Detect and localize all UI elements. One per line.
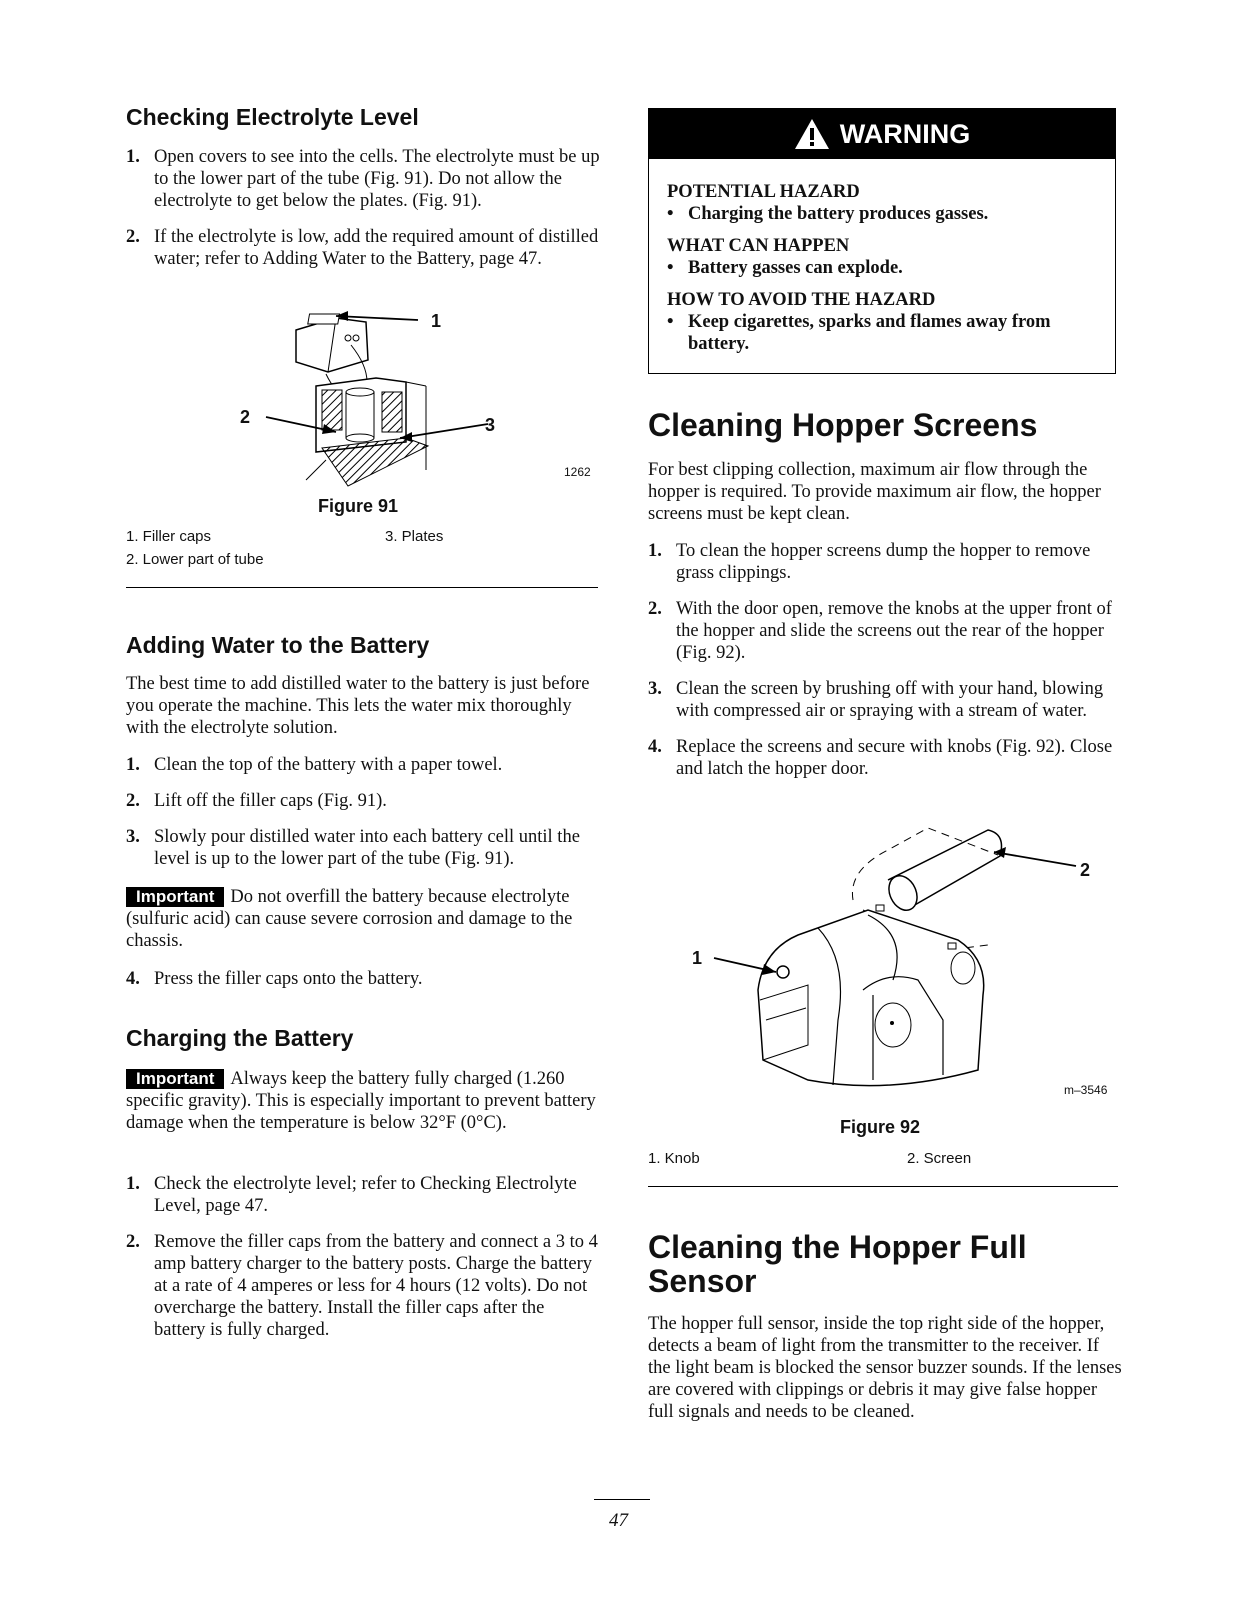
heading-checking-electrolyte: Checking Electrolyte Level bbox=[126, 104, 419, 130]
warning-triangle-icon bbox=[794, 118, 830, 150]
heading-hopper-sensor: Cleaning the Hopper Full Sensor bbox=[648, 1229, 1027, 1299]
divider bbox=[126, 587, 598, 588]
hazard-text: • Charging the battery produces gasses. bbox=[667, 203, 1097, 225]
heading-charging: Charging the Battery bbox=[126, 1025, 354, 1051]
page-number: 47 bbox=[609, 1510, 628, 1531]
list-item: 1. Check the electrolyte level; refer to Checking Electrolyte Level, page 47. bbox=[126, 1174, 577, 1216]
legend-item: 1. Knob bbox=[648, 1150, 700, 1167]
important-note-charge: Important Always keep the battery fully charged (1.260 specific gravity). This is especially important to prevent battery damage when the temperature is below 32°F (0°C). bbox=[126, 1069, 596, 1133]
list-item: 2. If the electrolyte is low, add the required amount of distilled water; refer to Adding Water to the Battery, page 47. bbox=[126, 227, 599, 269]
warning-header bbox=[649, 109, 1115, 159]
important-note-overfill: Important Do not overfill the battery because electrolyte (sulfuric acid) can cause severe corrosion and damage to the chassis. bbox=[126, 887, 573, 951]
warning-title: WARNING bbox=[839, 118, 971, 149]
adding-steps bbox=[126, 754, 600, 884]
warning-box bbox=[648, 108, 1116, 374]
figure-91-battery-illustration bbox=[256, 300, 596, 490]
list-item: 1. To clean the hopper screens dump the hopper to remove grass clippings. bbox=[648, 541, 1091, 583]
important-badge: Important bbox=[126, 887, 224, 907]
happen-text: • Battery gasses can explode. bbox=[667, 257, 1097, 279]
callout-1: 1 bbox=[431, 311, 442, 331]
screens-steps bbox=[648, 540, 1122, 794]
adding-step-4 bbox=[126, 968, 600, 1004]
legend-item: 1. Filler caps bbox=[126, 528, 212, 545]
figure-92-caption: Figure 92 bbox=[840, 1117, 921, 1137]
list-item: 2. Lift off the filler caps (Fig. 91). bbox=[126, 791, 387, 811]
avoid-text: • Keep cigarettes, sparks and flames away from battery. bbox=[667, 311, 1097, 355]
legend-item: 3. Plates bbox=[385, 528, 444, 545]
hazard-label: POTENTIAL HAZARD bbox=[667, 182, 860, 202]
callout-3: 3 bbox=[485, 415, 496, 435]
happen-label: WHAT CAN HAPPEN bbox=[667, 236, 850, 256]
callout-2: 2 bbox=[240, 407, 251, 427]
warning-body bbox=[649, 159, 1115, 355]
sensor-text: The hopper full sensor, inside the top right side of the hopper, detects a beam of light from the transmitter to the receiver. If the light beam is blocked the sensor buzzer sounds. If the lenses are covered with clippings or debris it may give false hopper full signals and needs to be cleaned. bbox=[648, 1314, 1122, 1422]
list-item: 1. Clean the top of the battery with a paper towel. bbox=[126, 755, 503, 775]
list-item: 2. Remove the filler caps from the battery and connect a 3 to 4 amp battery charger to the battery posts. Charge the battery at a rate of 4 amperes or less for 4 hours (12 volts). Do not overcharge the battery. Install the filler caps after the battery is fully charged. bbox=[126, 1232, 598, 1340]
legend-item: 2. Lower part of tube bbox=[126, 551, 264, 568]
callout-1: 1 bbox=[692, 948, 703, 968]
figure-code: m–3546 bbox=[1064, 1083, 1108, 1097]
list-item: 3. Slowly pour distilled water into each battery cell until the level is up to the lower part of the tube (Fig. 91). bbox=[126, 827, 580, 869]
legend-item: 2. Screen bbox=[907, 1150, 972, 1167]
heading-cleaning-screens: Cleaning Hopper Screens bbox=[648, 407, 1038, 443]
adding-intro: The best time to add distilled water to the battery is just before you operate the machine. This lets the water mix thoroughly with the electrolyte solution. bbox=[126, 674, 590, 738]
figure-92-hopper-illustration bbox=[688, 820, 1108, 1100]
list-item: 4. Press the filler caps onto the battery. bbox=[126, 969, 423, 989]
list-item: 1. Open covers to see into the cells. The electrolyte must be up to the lower part of the tube (Fig. 91). Do not allow the electrolyte to get below the plates. (Fig. 91). bbox=[126, 147, 600, 211]
divider bbox=[648, 1186, 1118, 1187]
list-item: 3. Clean the screen by brushing off with your hand, blowing with compressed air or spraying with a stream of water. bbox=[648, 679, 1104, 721]
charging-steps bbox=[126, 1173, 600, 1355]
checking-steps bbox=[126, 146, 600, 284]
callout-2: 2 bbox=[1080, 860, 1091, 880]
important-badge: Important bbox=[126, 1069, 224, 1089]
figure-91-caption: Figure 91 bbox=[318, 496, 399, 516]
screens-intro: For best clipping collection, maximum air flow through the hopper is required. To provide maximum air flow, the hopper screens must be kept clean. bbox=[648, 460, 1101, 524]
list-item: 2. With the door open, remove the knobs at the upper front of the hopper and slide the screens out the rear of the hopper (Fig. 92). bbox=[648, 599, 1112, 663]
avoid-label: HOW TO AVOID THE HAZARD bbox=[667, 290, 936, 310]
heading-adding-water: Adding Water to the Battery bbox=[126, 632, 430, 658]
page-number-rule bbox=[594, 1499, 650, 1500]
list-item: 4. Replace the screens and secure with knobs (Fig. 92). Close and latch the hopper door. bbox=[648, 737, 1113, 779]
figure-code: 1262 bbox=[564, 465, 591, 479]
